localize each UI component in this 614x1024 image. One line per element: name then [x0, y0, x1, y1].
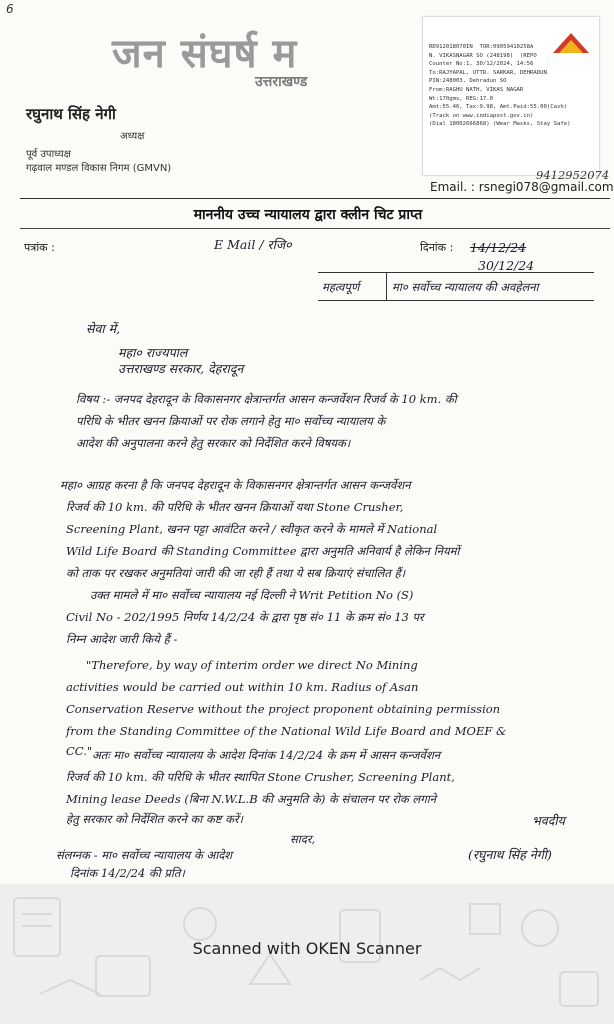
date-corrected: 30/12/24 [478, 258, 535, 273]
subject-line1: विषय :- जनपद देहरादून के विकासनगर क्षेत्रान्तर्गत आसन कन्जर्वेशन रिजर्व के 10 km. की [76, 392, 457, 406]
body-line8: निम्न आदेश जारी किये हैं - [66, 632, 178, 646]
body-line6: उक्त मामले में मा० सर्वोच्च न्यायालय नई दिल्ली ने Writ Petition No (S) [90, 588, 414, 602]
salutation: सेवा में, [86, 321, 121, 336]
body-line4: Wild Life Board की Standing Committee द्वारा अनुमति अनिवार्य है लेकिन नियमों [66, 544, 460, 558]
receipt-number: 9412952074 [536, 168, 610, 182]
subject-line3: आदेश की अनुपालना करने हेतु सरकार को निर्देशित करने विषयक। [76, 436, 351, 450]
person-former-title: पूर्व उपाध्यक्ष [26, 149, 71, 160]
receipt-line: Amt:55.46, Tax:9.98, Amt.Paid:55.00(Cash) [429, 104, 568, 111]
org-name: जन संघर्ष म [112, 30, 298, 77]
postal-receipt [422, 16, 600, 176]
closing-bhavdiy: भवदीय [532, 813, 565, 828]
person-role: अध्यक्ष [120, 131, 145, 142]
clean-chit-banner: माननीय उच्च न्यायालय द्वारा क्लीन चिट प्राप्त [193, 207, 423, 223]
addressee-line2: उत्तराखण्ड सरकार, देहरादून [118, 361, 244, 376]
quote-line4: from the Standing Committee of the National Wild Life Board and MOEF & [66, 724, 507, 738]
receipt-line: From:RAGHU NATH, VIKAS NAGAR [429, 86, 524, 93]
receipt-line: RD912018070IN TOR:09059410258A [429, 44, 534, 50]
quote-line1: "Therefore, by way of interim order we direct No Mining [86, 658, 418, 672]
receipt-line: To:RAJYAPAL, UTTR. SARKAR, DEHRADUN [429, 69, 547, 76]
signature: (रघुनाथ सिंह नेगी) [468, 847, 552, 862]
request-line4: हेतु सरकार को निर्देशित करने का कष्ट करें। [66, 812, 244, 826]
subject-line2: परिधि के भीतर खनन क्रियाओं पर रोक लगाने हेतु मा० सर्वोच्च न्यायालय के [76, 414, 386, 428]
request-line3: Mining lease Deeds (बिना N.W.L.B की अनुमति के) के संचालन पर रोक लगाने [66, 792, 437, 806]
corner-mark: 6 [6, 2, 14, 16]
request-line1: अतः मा० सर्वोच्च न्यायालय के आदेश दिनांक 14/2/24 के क्रम में आसन कन्जर्वेशन [92, 748, 441, 762]
closing-sadar: सादर, [290, 832, 316, 846]
email-note: E Mail / रजि० [214, 237, 292, 252]
subject-box-text: मा० सर्वोच्च न्यायालय की अवहेलना [392, 280, 539, 294]
body-line5: को ताक पर रखकर अनुमतियां जारी की जा रही हैं तथा ये सब क्रियाएं संचालित हैं। [66, 566, 406, 580]
banner-rule [20, 228, 610, 229]
scanned-with-label: Scanned with OKEN Scanner [192, 939, 422, 958]
body-line7: Civil No - 202/1995 निर्णय 14/2/24 के द्वारा पृष्ठ सं० 11 के क्रम सं० 13 पर [66, 610, 424, 624]
dinank-label: दिनांक : [420, 241, 454, 254]
addressee-line1: महा० राज्यपाल [118, 345, 188, 360]
receipt-line: Counter No:1, 30/12/2024, 14:56 [429, 61, 534, 68]
receipt-line: PIN:248003, Dehradun SO [429, 78, 507, 85]
enclosure-line1: संलग्नक - मा० सर्वोच्च न्यायालय के आदेश [56, 848, 233, 862]
quote-line5: CC." [66, 744, 93, 758]
body-line3: Screening Plant, खनन पट्टा आवंटित करने / स्वीकृत करने के मामले में National [66, 522, 438, 536]
receipt-text [429, 43, 593, 129]
quote-line3: Conservation Reserve without the project proponent obtaining permission [66, 702, 501, 716]
date-struck: 14/12/24 [470, 240, 527, 255]
receipt-line: Wt:170gms, REG:17.0 [429, 95, 493, 102]
patrank-label: पत्रांक : [24, 241, 55, 254]
person-organization: गढ़वाल मण्डल विकास निगम (GMVN) [26, 163, 172, 174]
enclosure-line2: दिनांक 14/2/24 की प्रति। [70, 866, 185, 880]
important-mark: महत्वपूर्ण [322, 280, 360, 294]
person-name: रघुनाथ सिंह नेगी [26, 105, 116, 123]
body-line2: रिजर्व की 10 km. की परिधि के भीतर खनन क्रियाओं यथा Stone Crusher, [66, 500, 404, 514]
receipt-line: (Dial 18002666868) (Wear Masks, Stay Safe) [429, 121, 571, 128]
body-line1: महा० आग्रह करना है कि जनपद देहरादून के विकासनगर क्षेत्रान्तर्गत आसन कन्जर्वेशन [60, 478, 411, 492]
header-rule [20, 198, 610, 199]
subject-box-divider [386, 272, 387, 300]
subject-box-top [318, 272, 594, 273]
receipt-line: (Track on www.indiapost.gov.in) [429, 112, 534, 119]
email-address: Email. : rsnegi078@gmail.com [430, 180, 614, 194]
org-subtitle: उत्तराखण्ड [255, 74, 308, 90]
subject-box-bottom [318, 300, 594, 301]
receipt-line: N. VIKASNAGAR SO (248198) (REPO [429, 52, 537, 59]
request-line2: रिजर्व की 10 km. की परिधि के भीतर स्थापित Stone Crusher, Screening Plant, [66, 770, 455, 784]
quote-line2: activities would be carried out within 10 km. Radius of Asan [66, 680, 419, 694]
